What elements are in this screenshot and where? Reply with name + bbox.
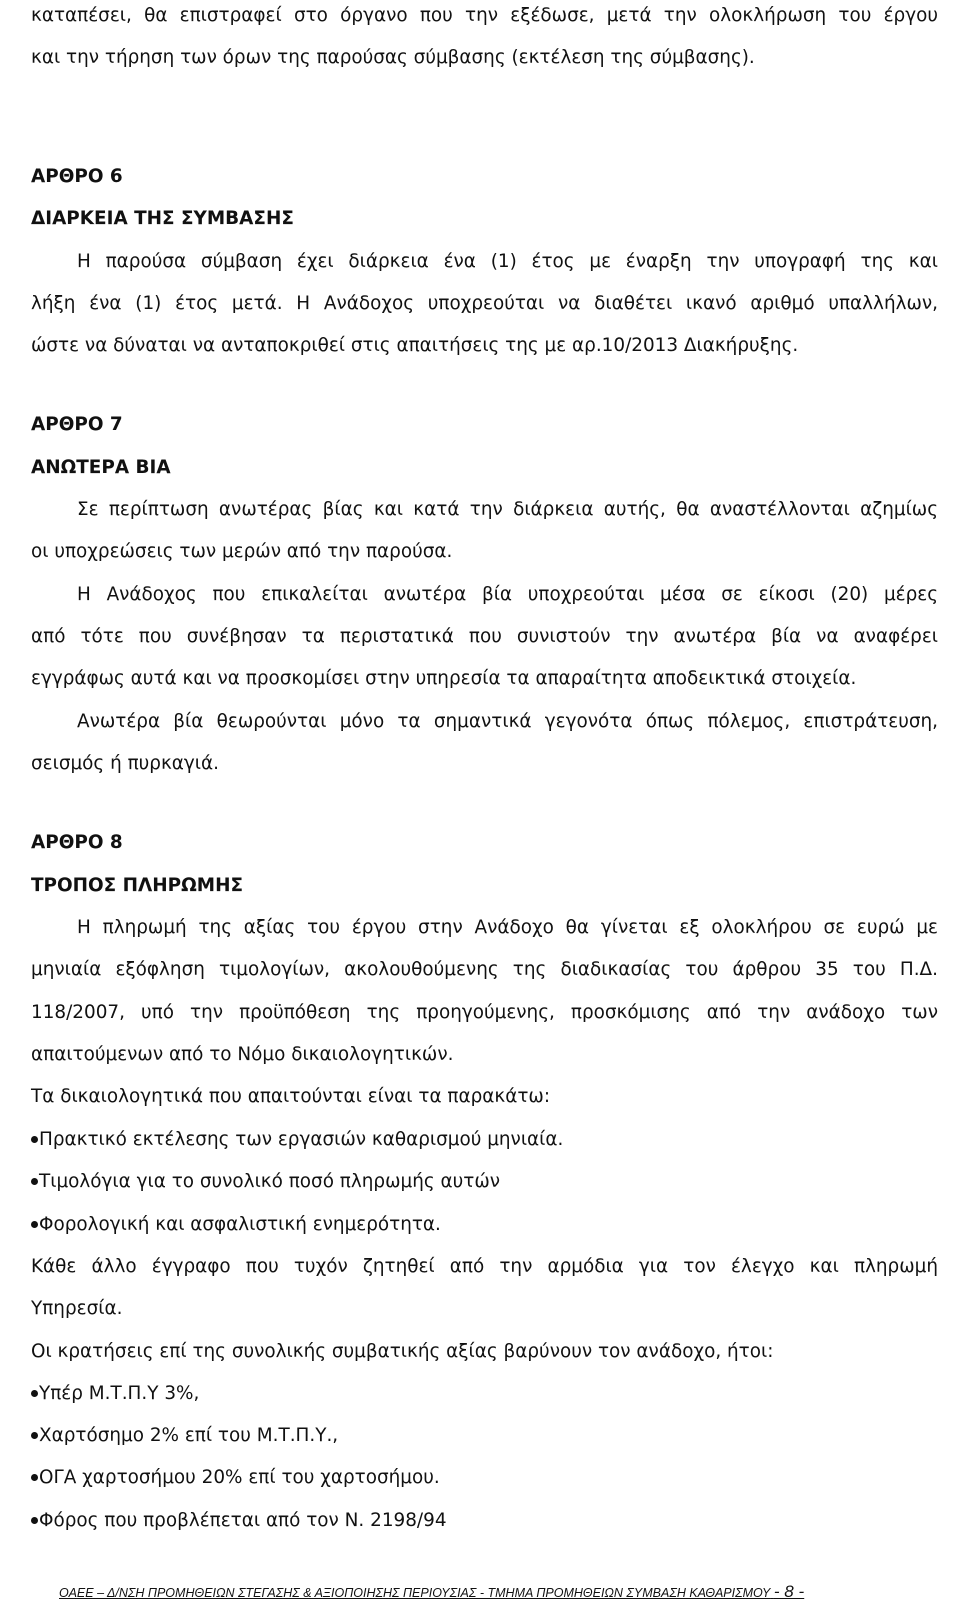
list-item (31, 1382, 631, 1406)
article-7-line-3: Η Ανάδοχος που επικαλείται ανωτέρα βία υποχρεούται μέσα σε είκοσι (20) μέρες (77, 584, 938, 605)
article-8-line-4: απαιτούμενων από το Νόμο δικαιολογητικών. (31, 1044, 454, 1065)
article-8-other-line-3: Οι κρατήσεις επί της συνολικής συμβατικής αξίας βαρύνουν τον ανάδοχο, ήτοι: (31, 1341, 774, 1362)
list-item (31, 1213, 631, 1237)
bullet-icon (31, 1136, 38, 1143)
article-7-line-2: οι υποχρεώσεις των μερών από την παρούσα. (31, 541, 453, 562)
article-8-other-line-2: Υπηρεσία. (31, 1298, 123, 1319)
bullet-icon (31, 1221, 38, 1228)
deduction-item-2: Χαρτόσημο 2% επί του Μ.Τ.Π.Υ., (39, 1425, 339, 1446)
article-8-line-3: 118/2007, υπό την προϋπόθεση της προηγούμενης, προσκόμισης από την ανάδοχο των (31, 1002, 938, 1023)
article-6-line-2: λήξη ένα (1) έτος μετά. Η Ανάδοχος υποχρεούται να διαθέτει ικανό αριθμό υπαλλήλων, (31, 293, 938, 314)
document-page (31, 0, 938, 1610)
article-7-line-1: Σε περίπτωση ανωτέρας βίας και κατά την διάρκεια αυτής, θα αναστέλλονται αζημίως (77, 499, 938, 520)
list-item (31, 1170, 631, 1194)
article-8-line-5: Τα δικαιολογητικά που απαιτούνται είναι τα παρακάτω: (31, 1086, 551, 1107)
bullet-icon (31, 1178, 38, 1185)
article-8-number: ΑΡΘΡΟ 8 (31, 832, 123, 853)
article-8-other-line-1: Κάθε άλλο έγγραφο που τυχόν ζητηθεί από την αρμόδια για τον έλεγχο και πληρωμή (31, 1256, 938, 1277)
deduction-item-4: Φόρος που προβλέπεται από τον Ν. 2198/94 (39, 1510, 447, 1531)
list-item (31, 1424, 631, 1448)
document-item-2: Τιμολόγια για το συνολικό ποσό πληρωμής αυτών (39, 1171, 500, 1192)
article-8-line-1: Η πληρωμή της αξίας του έργου στην Ανάδοχο θα γίνεται εξ ολοκλήρου σε ευρώ με (77, 917, 938, 938)
article-6-line-3: ώστε να δύναται να ανταποκριθεί στις απαιτήσεις της με αρ.10/2013 Διακήρυξης. (31, 335, 799, 356)
document-item-1: Πρακτικό εκτέλεσης των εργασιών καθαρισμού μηνιαία. (39, 1129, 564, 1150)
article-7-line-5: εγγράφως αυτά και να προσκομίσει στην υπηρεσία τα απαραίτητα αποδεικτικά στοιχεία. (31, 668, 857, 689)
article-8-line-2: μηνιαία εξόφληση τιμολογίων, ακολουθούμενης της διαδικασίας του άρθρου 35 του Π.Δ. (31, 959, 938, 980)
article-6-line-1: Η παρούσα σύμβαση έχει διάρκεια ένα (1) έτος με έναρξη την υπογραφή της και (77, 251, 938, 272)
article-7-line-6: Ανωτέρα βία θεωρούνται μόνο τα σημαντικά γεγονότα όπως πόλεμος, επιστράτευση, (77, 711, 938, 732)
intro-line-1: καταπέσει, θα επιστραφεί στο όργανο που την εξέδωσε, μετά την ολοκλήρωση του έργου (31, 5, 938, 26)
bullet-icon (31, 1390, 38, 1397)
article-8-title: ΤΡΟΠΟΣ ΠΛΗΡΩΜΗΣ (31, 875, 244, 896)
article-7-line-7: σεισμός ή πυρκαγιά. (31, 753, 219, 774)
deduction-item-3: ΟΓΑ χαρτοσήμου 20% επί του χαρτοσήμου. (39, 1467, 440, 1488)
deduction-item-1: Υπέρ Μ.Τ.Π.Υ 3%, (39, 1383, 200, 1404)
footer-text: ΟΑΕΕ – Δ/ΝΣΗ ΠΡΟΜΗΘΕΙΩΝ ΣΤΕΓΑΣΗΣ & ΑΞΙΟΠΟΙΗΣΗΣ ΠΕΡΙΟΥΣΙΑΣ - ΤΜΗΜΑ ΠΡΟΜΗΘΕΙΩΝ ΣΥΜΒΑΣΗ ΚΑΘΑΡΙΣΜΟΥ (59, 1586, 771, 1600)
article-7-line-4: από τότε που συνέβησαν τα περιστατικά που συνιστούν την ανωτέρα βία να αναφέρει (31, 626, 938, 647)
article-6-number: ΑΡΘΡΟ 6 (31, 166, 123, 187)
list-item (31, 1128, 631, 1152)
bullet-icon (31, 1474, 38, 1481)
article-7-number: ΑΡΘΡΟ 7 (31, 414, 123, 435)
page-footer (59, 1584, 804, 1601)
intro-line-2: και την τήρηση των όρων της παρούσας σύμβασης (εκτέλεση της σύμβασης). (31, 47, 755, 68)
list-item (31, 1466, 631, 1490)
bullet-icon (31, 1517, 38, 1524)
article-6-title: ΔΙΑΡΚΕΙΑ ΤΗΣ ΣΥΜΒΑΣΗΣ (31, 208, 294, 229)
article-7-title: ΑΝΩΤΕΡΑ ΒΙΑ (31, 457, 171, 478)
page-number: - 8 - (773, 1582, 805, 1601)
bullet-icon (31, 1432, 38, 1439)
document-item-3: Φορολογική και ασφαλιστική ενημερότητα. (39, 1214, 441, 1235)
list-item (31, 1509, 631, 1533)
